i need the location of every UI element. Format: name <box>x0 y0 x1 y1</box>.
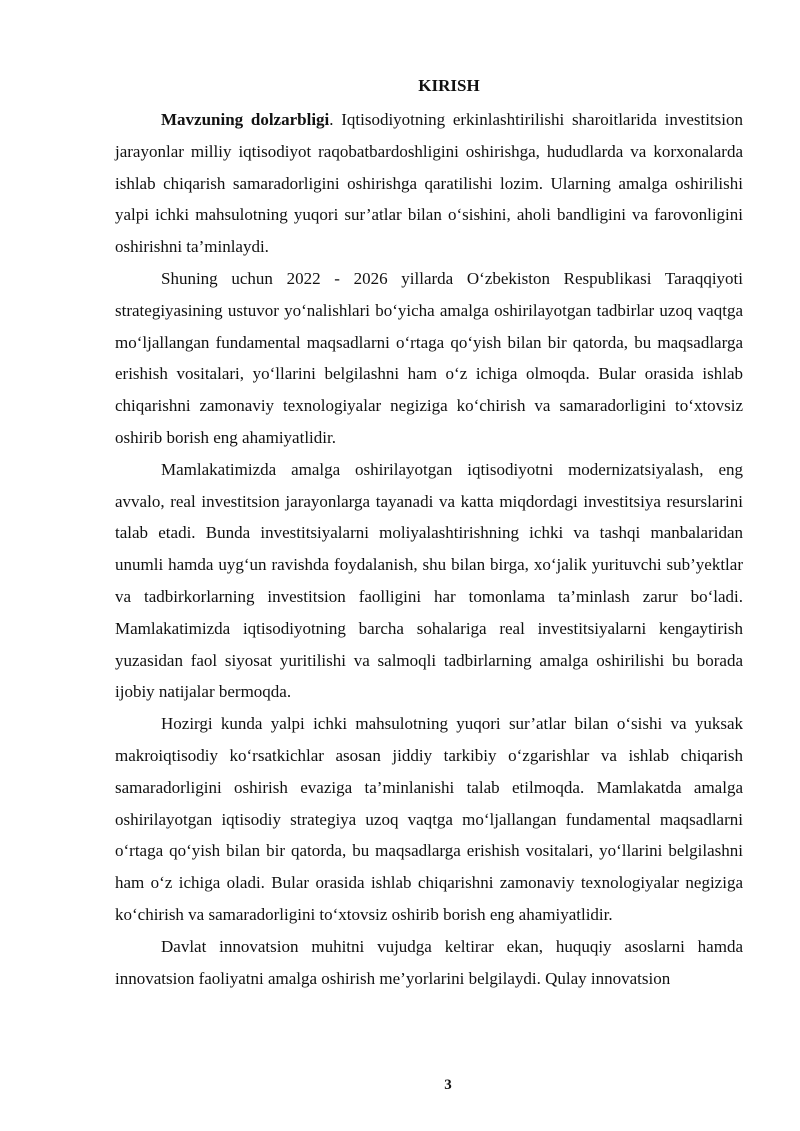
document-page <box>115 72 743 994</box>
paragraph-text: . Iqtisodiyotning erkinlashtirilishi sharoitlarida investitsion jarayonlar milliy iqtisodiyot raqobatbardoshligini oshirishga, hududlarda va korxonalarda ishlab chiqarish samaradorligini oshirishga qaratilishi lozim. Ularning amalga oshirilishi yalpi ichki mahsulotning yuqori sur’atlar bilan o‘sishini, aholi bandligini va farovonligini oshirishni ta’minlaydi. <box>115 110 744 257</box>
section-title: KIRISH <box>418 76 480 95</box>
paragraph-strategy: Shuning uchun 2022 - 2026 yillarda O‘zbekiston Respublikasi Taraqqiyoti strategiyasining ustuvor yo‘nalishlari bo‘yicha amalga oshirilayotgan tadbirlar uzoq vaqtga mo‘ljallangan fundamental maqsadlarni o‘rtaga qo‘yish bilan bir qatorda, bu maqsadlarga erishish vositalari, yo‘llarini belgilashni ham o‘z ichiga olmoqda. Bular orasida ishlab chiqarishni zamonaviy texnologiyalar negiziga ko‘chirish va samaradorligini to‘xtovsiz oshirib borish eng ahamiyatlidir. <box>115 268 743 447</box>
paragraph-innovation: Davlat innovatsion muhitni vujudga keltirar ekan, huquqiy asoslarni hamda innovatsion faoliyatni amalga oshirish me’yorlarini belgilaydi. Qulay innovatsion <box>115 936 743 988</box>
paragraph-gdp-growth: Hozirgi kunda yalpi ichki mahsulotning yuqori sur’atlar bilan o‘sishi va yuksak makroiqtisodiy ko‘rsatkichlar asosan jiddiy tarkibiy o‘zgarishlar va ishlab chiqarish samaradorligini oshirish evaziga ta’minlanishi talab etilmoqda. Mamlakatda amalga oshirilayotgan iqtisodiy strategiya uzoq vaqtga mo‘ljallangan fundamental maqsadlarni o‘rtaga qo‘yish bilan bir qatorda, bu maqsadlarga erishish vositalari, yo‘llarini belgilashni ham o‘z ichiga oladi. Bular orasida ishlab chiqarishni zamonaviy texnologiyalar negiziga ko‘chirish va samaradorligini to‘xtovsiz oshirib borish eng ahamiyatlidir. <box>115 714 743 924</box>
paragraph-relevance <box>115 104 743 263</box>
paragraph-lead: Mavzuning dolzarbligi <box>161 110 330 129</box>
paragraph-modernization: Mamlakatimizda amalga oshirilayotgan iqtisodiyotni modernizatsiyalash, eng avvalo, real investitsion jarayonlarga tayanadi va katta miqdordagi investitsiya resurslarini talab etadi. Bunda investitsiyalarni moliyalashtirishning ichki va tashqi manbalaridan unumli hamda uyg‘un ravishda foydalanish, shu bilan birga, xo‘jalik yurituvchi sub’yektlar va tadbirkorlarning investitsion faolligini har tomonlama ta’minlash zarur bo‘ladi. Mamlakatimizda iqtisodiyotning barcha sohalariga real investitsiyalarni kengaytirish yuzasidan faol siyosat yuritilishi va salmoqli tadbirlarning amalga oshirilishi bu borada ijobiy natijalar bermoqda. <box>115 459 743 702</box>
page-number: 3 <box>444 1077 452 1093</box>
